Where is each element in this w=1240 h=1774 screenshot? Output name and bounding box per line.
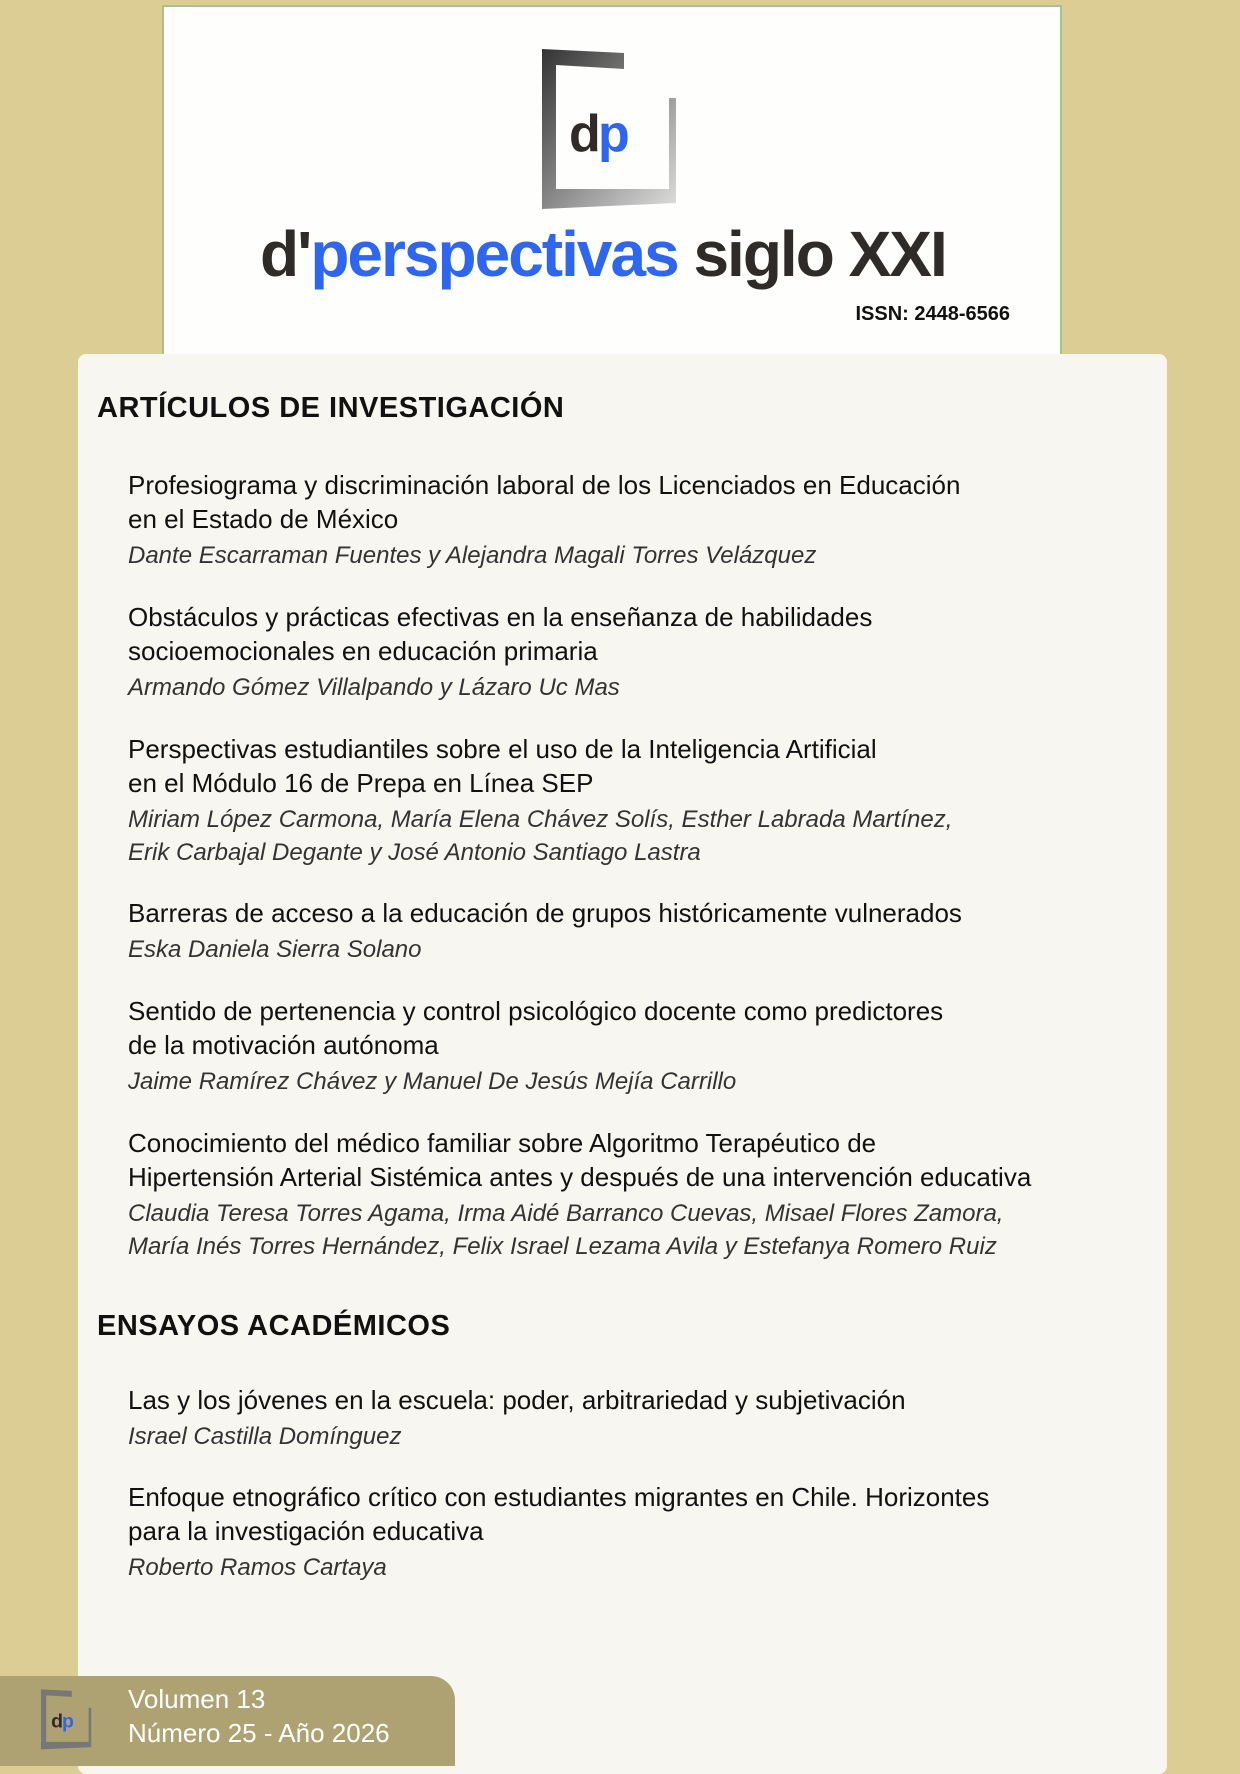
article-entry	[128, 896, 1148, 966]
authors-line: Eska Daniela Sierra Solano	[128, 936, 422, 963]
authors-line: María Inés Torres Hernández, Felix Israel Lezama Avila y Estefanya Romero Ruiz	[128, 1233, 997, 1260]
article-authors	[128, 671, 1148, 704]
article-authors	[128, 1551, 1148, 1584]
title-line: Hipertensión Arterial Sistémica antes y después de una intervención educativa	[128, 1162, 1032, 1192]
article-entry	[128, 1383, 1148, 1453]
article-entry	[128, 994, 1148, 1098]
article-title	[128, 1480, 1148, 1548]
title-line: Perspectivas estudiantiles sobre el uso de la Inteligencia Artificial	[128, 734, 877, 764]
issue-footer	[0, 1676, 455, 1766]
authors-line: Jaime Ramírez Chávez y Manuel De Jesús Mejía Carrillo	[128, 1068, 737, 1095]
article-authors	[128, 539, 1148, 572]
article-authors	[128, 933, 1148, 966]
svg-text:p: p	[62, 1710, 74, 1733]
section-heading: ENSAYOS ACADÉMICOS	[97, 1310, 451, 1342]
svg-text:d: d	[51, 1710, 64, 1733]
authors-line: Roberto Ramos Cartaya	[128, 1554, 387, 1581]
svg-text:p: p	[598, 105, 630, 163]
title-line: Las y los jóvenes en la escuela: poder, arbitrariedad y subjetivación	[128, 1385, 906, 1415]
title-line: Profesiograma y discriminación laboral de los Licenciados en Educación	[128, 470, 961, 500]
article-entry	[128, 600, 1148, 704]
article-title	[128, 1126, 1148, 1194]
title-line: Sentido de pertenencia y control psicológico docente como predictores	[128, 996, 944, 1026]
journal-logo-icon	[38, 1684, 98, 1754]
journal-logo-icon	[534, 43, 694, 213]
article-title	[128, 600, 1148, 668]
title-line: Barreras de acceso a la educación de grupos históricamente vulnerados	[128, 898, 962, 928]
authors-line: Israel Castilla Domínguez	[128, 1423, 402, 1450]
article-authors	[128, 1065, 1148, 1098]
authors-line: Miriam López Carmona, María Elena Chávez Solís, Esther Labrada Martínez,	[128, 806, 953, 833]
title-line: Enfoque etnográfico crítico con estudiantes migrantes en Chile. Horizontes	[128, 1482, 990, 1512]
svg-text:d: d	[569, 105, 601, 163]
article-title	[128, 994, 1148, 1062]
authors-line: Erik Carbajal Degante y José Antonio Santiago Lastra	[128, 839, 701, 866]
authors-line: Claudia Teresa Torres Agama, Irma Aidé Barranco Cuevas, Misael Flores Zamora,	[128, 1200, 1004, 1227]
title-line: socioemocionales en educación primaria	[128, 636, 598, 666]
journal-title: d'perspectivas siglo XXI	[260, 218, 946, 290]
article-authors	[128, 1420, 1148, 1453]
volume: Volumen 13	[128, 1684, 266, 1714]
article-entry	[128, 732, 1148, 869]
issn: ISSN: 2448-6566	[855, 303, 1010, 325]
section-heading: ARTÍCULOS DE INVESTIGACIÓN	[97, 392, 565, 424]
journal-header	[162, 5, 1062, 365]
article-entry	[128, 1126, 1148, 1263]
article-title	[128, 468, 1148, 536]
article-authors	[128, 1197, 1148, 1263]
article-entry	[128, 468, 1148, 572]
authors-line: Dante Escarraman Fuentes y Alejandra Magali Torres Velázquez	[128, 542, 817, 569]
article-entry	[128, 1480, 1148, 1584]
article-title	[128, 732, 1148, 800]
article-title	[128, 1383, 1148, 1417]
article-title	[128, 896, 1148, 930]
authors-line: Armando Gómez Villalpando y Lázaro Uc Mas	[128, 674, 620, 701]
title-line: para la investigación educativa	[128, 1516, 484, 1546]
title-line: Conocimiento del médico familiar sobre Algoritmo Terapéutico de	[128, 1128, 877, 1158]
title-line: de la motivación autónoma	[128, 1030, 439, 1060]
title-line: en el Estado de México	[128, 504, 399, 534]
issue-number: Número 25 - Año 2026	[128, 1718, 390, 1748]
title-line: Obstáculos y prácticas efectivas en la enseñanza de habilidades	[128, 602, 873, 632]
article-authors	[128, 803, 1148, 869]
title-line: en el Módulo 16 de Prepa en Línea SEP	[128, 768, 594, 798]
